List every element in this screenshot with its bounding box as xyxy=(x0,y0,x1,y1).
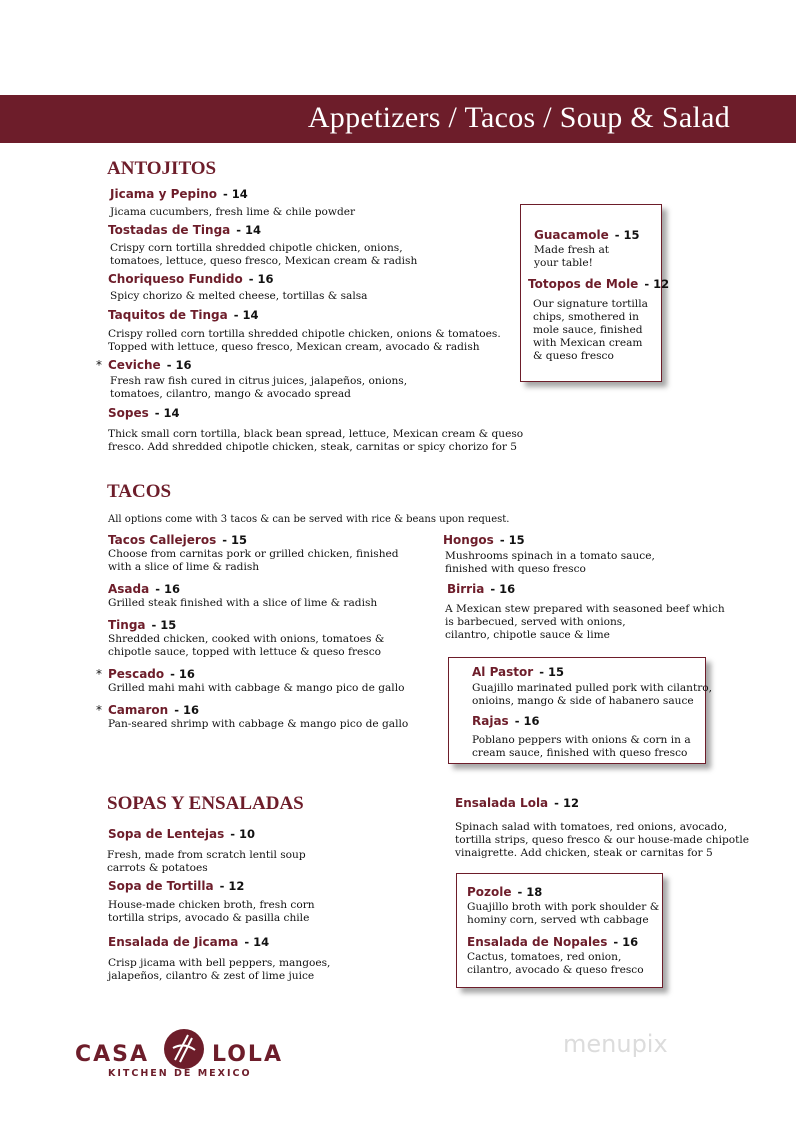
menu-item-name: Ceviche - 16 xyxy=(108,358,192,372)
menu-item-desc: Grilled steak finished with a slice of lime & radish xyxy=(108,597,378,609)
menu-item-name: Asada - 16 xyxy=(108,582,180,596)
menu-item-name: Sopa de Lentejas - 10 xyxy=(108,827,255,841)
menu-item-desc: Grilled mahi mahi with cabbage & mango pico de gallo xyxy=(108,682,405,694)
header-banner xyxy=(0,95,796,143)
section-heading-antojitos: ANTOJITOS xyxy=(107,158,217,179)
menu-item-desc: Spicy chorizo & melted cheese, tortillas & salsa xyxy=(110,290,368,302)
casa-lola-logo xyxy=(75,1026,295,1082)
menu-item-name: Al Pastor - 15 xyxy=(472,665,564,679)
menu-item-name: Choriqueso Fundido - 16 xyxy=(108,272,274,286)
menu-item-desc: Cactus, tomatoes, red onion, cilantro, avocado & queso fresco xyxy=(467,951,644,976)
menu-item-name: Tacos Callejeros - 15 xyxy=(108,533,248,547)
menu-item-name: Sopa de Tortilla - 12 xyxy=(108,879,245,893)
menu-item-name: Camaron - 16 xyxy=(108,703,199,717)
menu-item-desc: Thick small corn tortilla, black bean spread, lettuce, Mexican cream & queso fresco. Add shredded chipotle chicken, steak, carnitas or spicy chorizo for 5 xyxy=(108,428,524,453)
menu-item-name: Rajas - 16 xyxy=(472,714,540,728)
menu-item-name: Ensalada Lola - 12 xyxy=(455,796,579,810)
menu-item-desc: Made fresh at your table! xyxy=(534,244,610,269)
menu-item-name: Sopes - 14 xyxy=(108,406,180,420)
menu-item-name: Taquitos de Tinga - 14 xyxy=(108,308,259,322)
menu-item-name: Birria - 16 xyxy=(447,582,516,596)
raw-notice-star: * xyxy=(96,358,102,372)
featured-box-sopas xyxy=(456,873,663,988)
menu-item-desc: Our signature tortilla chips, smothered in mole sauce, finished with Mexican cream & queso fresco xyxy=(533,298,648,362)
section-heading-sopas: SOPAS Y ENSALADAS xyxy=(107,793,304,814)
menu-item-desc: Guajillo marinated pulled pork with cilantro, onioins, mango & side of habanero sauce xyxy=(472,682,713,707)
menu-item-desc: Mushrooms spinach in a tomato sauce, finished with queso fresco xyxy=(445,550,655,575)
menu-item-desc: Fresh raw fish cured in citrus juices, jalapeños, onions, tomatoes, cilantro, mango & avocado spread xyxy=(110,375,408,400)
menu-item-name: Ensalada de Jicama - 14 xyxy=(108,935,270,949)
logo-word-lola: LOLA xyxy=(212,1042,283,1067)
menu-item-name: Tostadas de Tinga - 14 xyxy=(108,223,262,237)
logo-word-casa: CASA xyxy=(75,1042,150,1067)
raw-notice-star: * xyxy=(96,703,102,717)
featured-box-tacos xyxy=(448,657,713,764)
menu-item-desc: Fresh, made from scratch lentil soup carrots & potatoes xyxy=(107,849,306,874)
menu-item-desc: Crispy rolled corn tortilla shredded chipotle chicken, onions & tomatoes. Topped with lettuce, queso fresco, Mexican cream, avocado & radish xyxy=(108,328,501,353)
section-heading-tacos: TACOS xyxy=(107,481,172,502)
menu-item-name: Tinga - 15 xyxy=(108,618,177,632)
menu-item-desc: House-made chicken broth, fresh corn tortilla strips, avocado & pasilla chile xyxy=(108,899,315,924)
menu-item-desc: Spinach salad with tomatoes, red onions, avocado, tortilla strips, queso fresco & our house-made chipotle vinaigrette. Add chicken, steak or carnitas for 5 xyxy=(455,821,750,859)
raw-notice-star: * xyxy=(96,667,102,681)
menu-item-name: Totopos de Mole - 12 xyxy=(528,277,670,291)
menu-item-name: Hongos - 15 xyxy=(443,533,525,547)
menu-item-desc: Shredded chicken, cooked with onions, tomatoes & chipotle sauce, topped with lettuce & queso fresco xyxy=(108,633,385,658)
menu-item-desc: A Mexican stew prepared with seasoned beef which is barbecued, served with onions, cilantro, chipotle sauce & lime xyxy=(445,603,725,641)
menu-item-name: Guacamole - 15 xyxy=(534,228,640,242)
menu-item-desc: Crisp jicama with bell peppers, mangoes, jalapeños, cilantro & zest of lime juice xyxy=(108,957,331,982)
menu-item-name: Pescado - 16 xyxy=(108,667,195,681)
page-title: Appetizers / Tacos / Soup & Salad xyxy=(307,101,730,134)
menu-item-desc: Jicama cucumbers, fresh lime & chile powder xyxy=(110,206,356,218)
menu-item-desc: Choose from carnitas pork or grilled chicken, finished with a slice of lime & radish xyxy=(108,548,399,573)
menu-item-desc: Pan-seared shrimp with cabbage & mango pico de gallo xyxy=(108,718,409,730)
menu-item-name: Jicama y Pepino - 14 xyxy=(110,187,248,201)
logo-tagline: KITCHEN DE MEXICO xyxy=(108,1068,252,1079)
featured-box-antojitos xyxy=(520,204,670,382)
tacos-note: All options come with 3 tacos & can be served with rice & beans upon request. xyxy=(108,514,510,525)
menu-item-name: Ensalada de Nopales - 16 xyxy=(467,935,639,949)
watermark-text: menupix xyxy=(563,1030,668,1058)
menu-item-desc: Guajillo broth with pork shoulder & hominy corn, served wth cabbage xyxy=(467,901,660,926)
menu-item-desc: Crispy corn tortilla shredded chipotle chicken, onions, tomatoes, lettuce, queso fresco, Mexican cream & radish xyxy=(110,242,418,267)
menu-item-desc: Poblano peppers with onions & corn in a cream sauce, finished with queso fresco xyxy=(472,734,691,759)
logo-emblem-icon xyxy=(161,1026,207,1072)
menu-item-name: Pozole - 18 xyxy=(467,885,543,899)
